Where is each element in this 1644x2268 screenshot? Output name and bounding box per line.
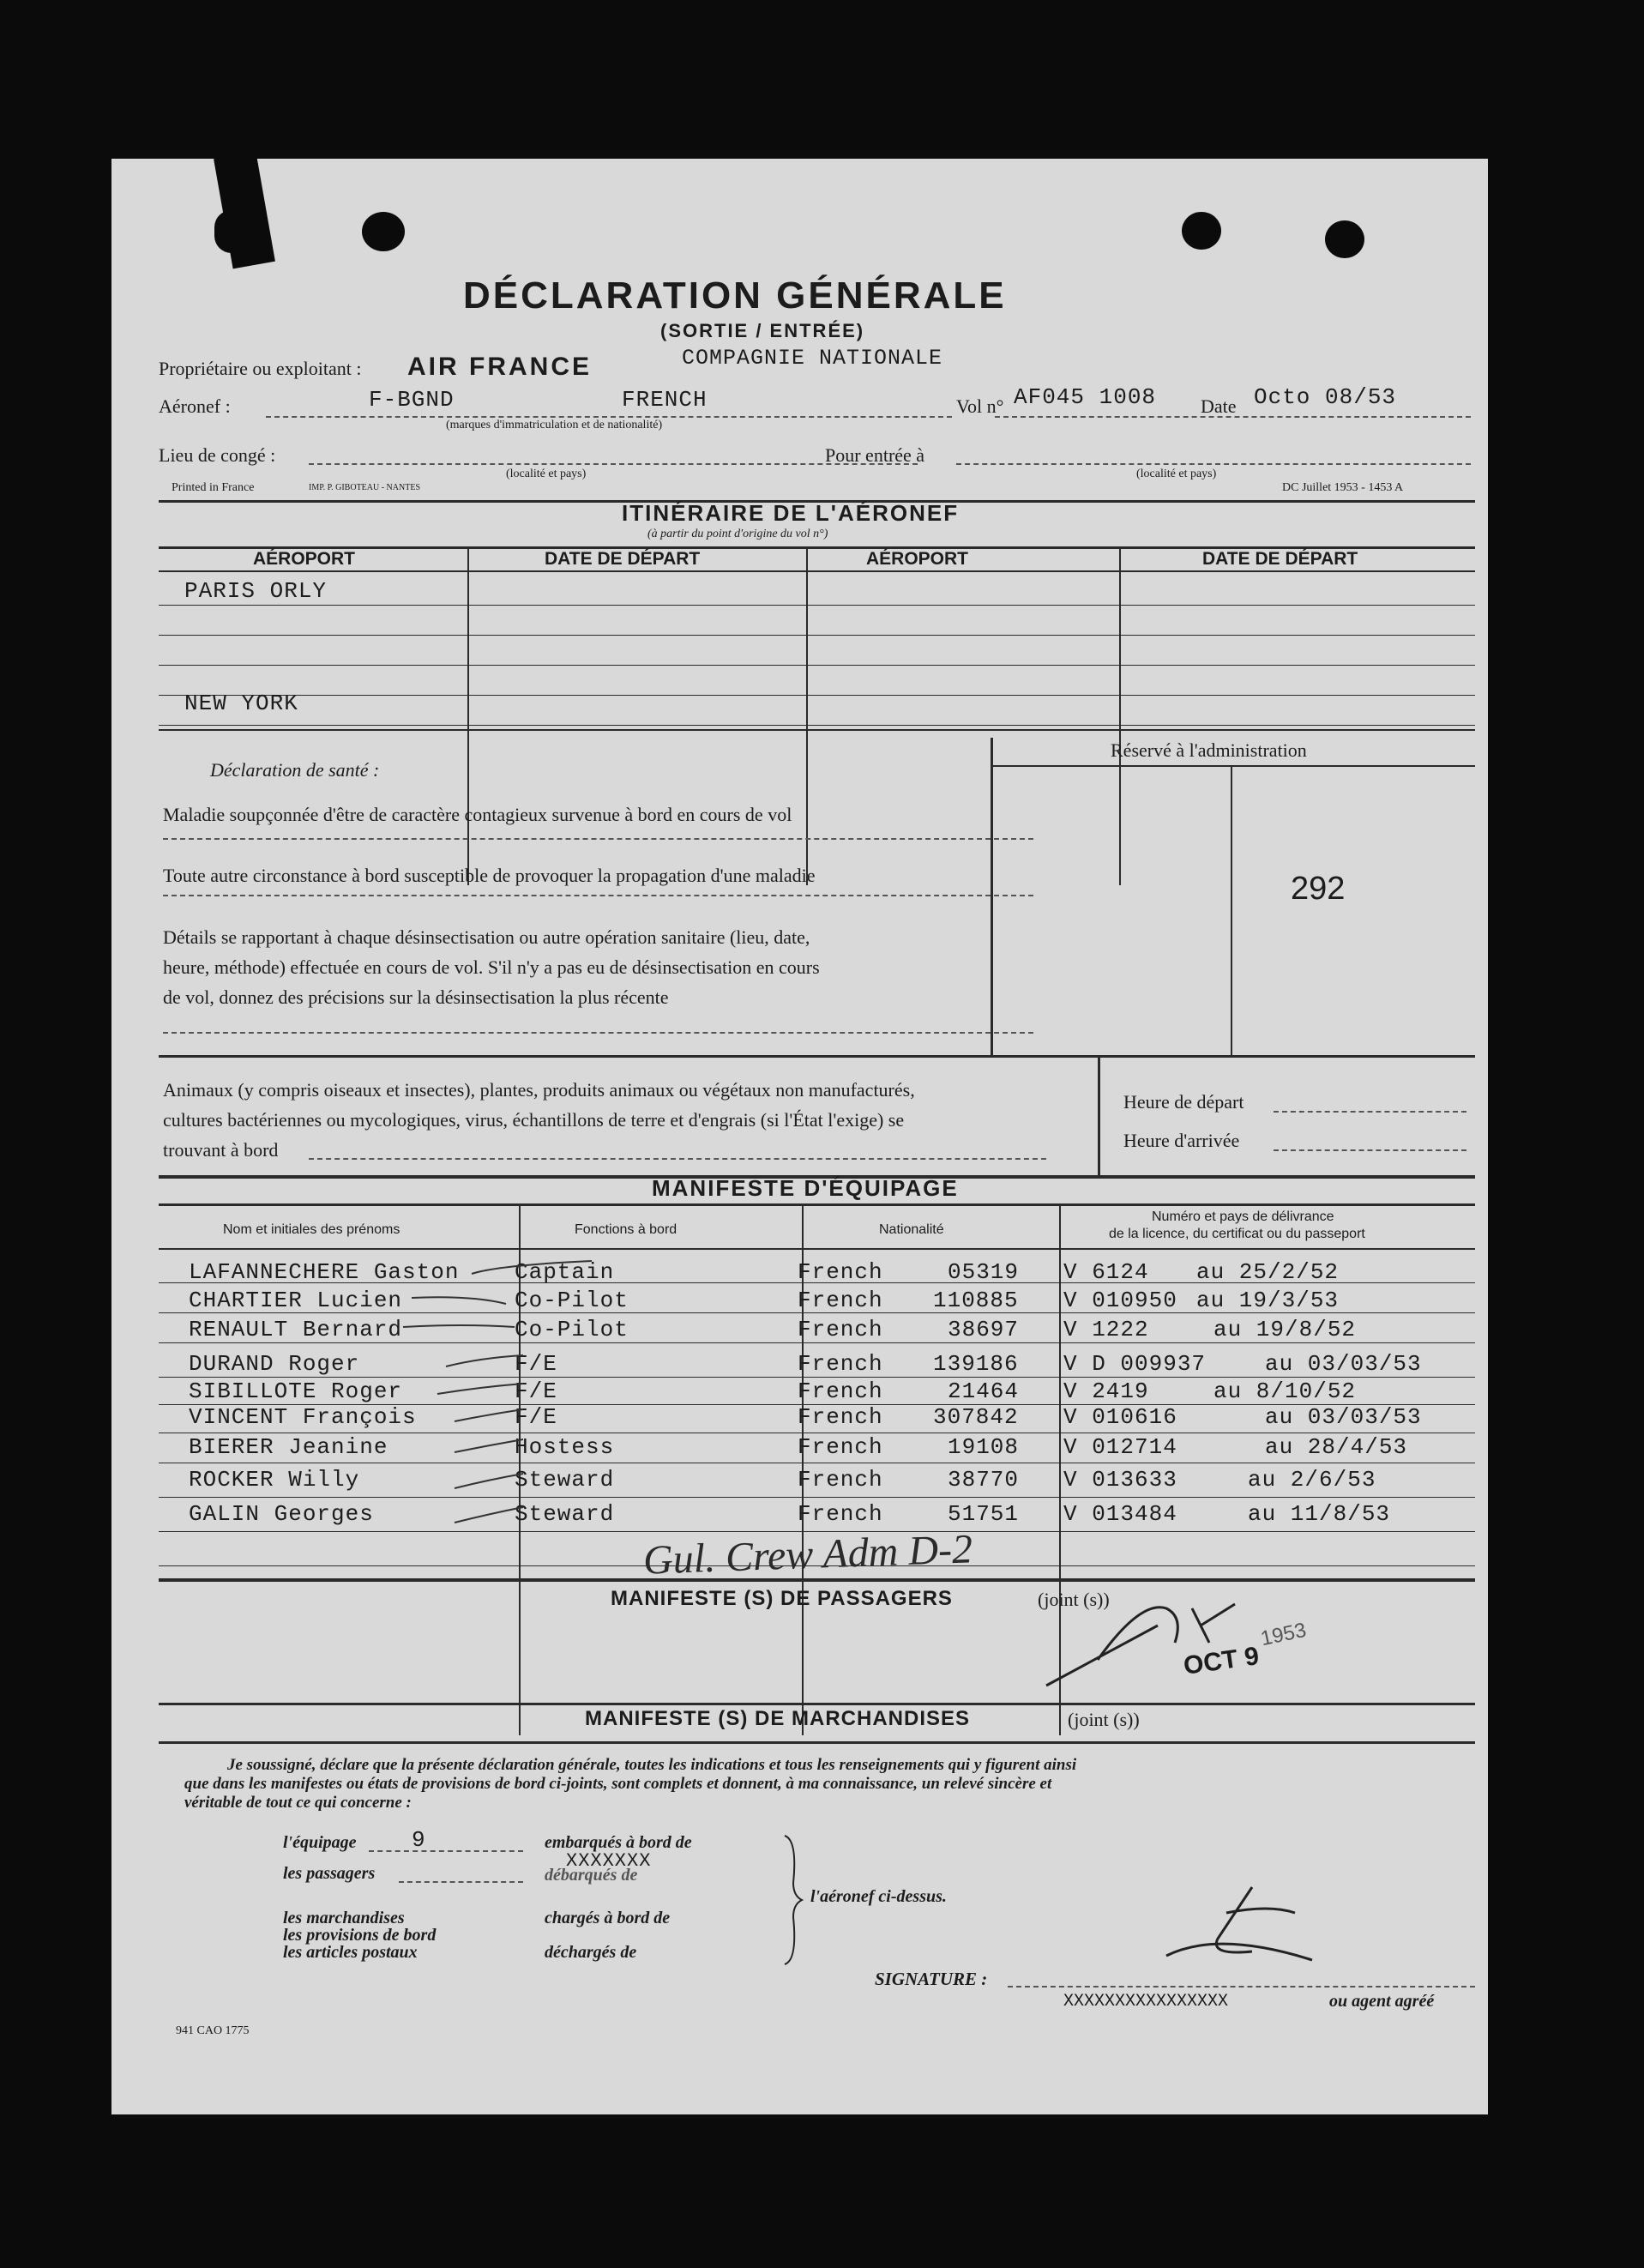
owner-label: Propriétaire ou exploitant :: [159, 358, 362, 379]
crew-count-rule: [369, 1850, 523, 1852]
strikeout-mark: XXXXXXX: [566, 1850, 652, 1872]
crew-count-value: 9: [412, 1827, 426, 1853]
itinerary-airport-destination: NEW YORK: [184, 691, 298, 716]
crew-number: 38770: [948, 1467, 1020, 1493]
loaded-label: chargés à bord de: [545, 1909, 671, 1927]
crew-name: VINCENT François: [189, 1404, 417, 1430]
col-crew-nationality: Nationalité: [879, 1222, 944, 1237]
crew-license: V 010950: [1063, 1288, 1177, 1313]
page-title: DÉCLARATION GÉNÉRALE: [463, 274, 1007, 317]
health-line-2: Toute autre circonstance à bord susceptible de provoquer la propagation d'une maladie: [163, 865, 816, 886]
crew-license: V 012714: [1063, 1434, 1177, 1460]
crew-number: 139186: [933, 1351, 1019, 1377]
goods-count-label: les marchandises: [283, 1909, 405, 1927]
itinerary-subtitle: (à partir du point d'origine du vol n°): [647, 528, 828, 540]
date-value: Octo 08/53: [1254, 384, 1397, 410]
signature-rule: [1008, 1986, 1475, 1988]
date-label: Date: [1201, 395, 1237, 417]
registration-note: (marques d'immatriculation et de nationalité): [446, 419, 663, 431]
passengers-stamp-date: OCT 9: [1182, 1642, 1262, 1680]
crew-number: 307842: [933, 1404, 1019, 1430]
pen-strokes: [111, 159, 1488, 2114]
crew-handwritten-note: Gul. Crew Adm D-2: [642, 1526, 973, 1583]
health-line-1: Maladie soupçonnée d'être de caractère contagieux survenue à bord en cours de vol: [163, 804, 792, 825]
crew-name: ROCKER Willy: [189, 1467, 360, 1493]
postal-label: les articles postaux: [283, 1943, 418, 1962]
signature-icon: [1149, 1879, 1338, 1973]
crew-name: DURAND Roger: [189, 1351, 360, 1377]
col-crew-name: Nom et initiales des prénoms: [223, 1222, 400, 1237]
crew-license: V 010616: [1063, 1404, 1177, 1430]
crew-license: V 013633: [1063, 1467, 1177, 1493]
crew-license-date: au 19/8/52: [1213, 1317, 1357, 1342]
crew-function: F/E: [515, 1404, 557, 1430]
admin-title: Réservé à l'administration: [1111, 739, 1307, 761]
crew-license: V 013484: [1063, 1501, 1177, 1527]
crew-license: V D 009937: [1063, 1351, 1207, 1377]
initial-signature-icon: [1038, 1591, 1261, 1694]
crew-name: CHARTIER Lucien: [189, 1288, 403, 1313]
itinerary-airport-origin: PARIS ORLY: [184, 578, 328, 604]
form-code: 941 CAO 1775: [176, 2024, 250, 2037]
page-subtitle: (SORTIE / ENTRÉE): [660, 320, 865, 341]
aircraft-ref: l'aéronef ci-dessus.: [810, 1887, 947, 1906]
admin-number: 292: [1291, 871, 1346, 907]
passengers-bottom-rule: [159, 1703, 1475, 1705]
crew-nationality: French: [798, 1378, 883, 1404]
crew-number: 19108: [948, 1434, 1020, 1460]
crew-license-date: au 2/6/53: [1248, 1467, 1376, 1493]
crew-bottom-rule: [159, 1578, 1475, 1582]
provisions-label: les provisions de bord: [283, 1926, 437, 1945]
entry-label: Pour entrée à: [825, 444, 925, 466]
crew-license-date: au 8/10/52: [1213, 1378, 1357, 1404]
crew-name: BIERER Jeanine: [189, 1434, 388, 1460]
goods-joint: (joint (s)): [1068, 1709, 1140, 1730]
col-departure-date-2: DATE DE DÉPART: [1202, 549, 1358, 569]
col-crew-license-b: de la licence, du certificat ou du passeport: [1109, 1227, 1365, 1241]
crew-count-label: l'équipage: [283, 1833, 357, 1852]
crew-number: 05319: [948, 1259, 1020, 1285]
printed-in: Printed in France: [172, 481, 255, 494]
crew-name: GALIN Georges: [189, 1501, 374, 1527]
locality-note: (localité et pays): [506, 467, 587, 480]
health-line-3a: Détails se rapportant à chaque désinsectisation ou autre opération sanitaire (lieu, date,: [163, 926, 810, 948]
itinerary-title: ITINÉRAIRE DE L'AÉRONEF: [622, 500, 960, 526]
animals-line-b: cultures bactériennes ou mycologiques, virus, échantillons de terre et d'engrais (si l'État l'exige) se: [163, 1109, 905, 1131]
crew-title: MANIFESTE D'ÉQUIPAGE: [652, 1175, 959, 1201]
crew-number: 110885: [933, 1288, 1019, 1313]
crew-nationality: French: [798, 1317, 883, 1342]
col-departure-date-1: DATE DE DÉPART: [545, 549, 701, 569]
crew-name: SIBILLOTE Roger: [189, 1378, 403, 1404]
brace-icon: [780, 1831, 806, 1969]
col-airport-1: AÉROPORT: [253, 549, 356, 569]
signature-strikeout: XXXXXXXXXXXXXXXX: [1063, 1992, 1229, 2012]
crew-number: 38697: [948, 1317, 1020, 1342]
crew-nationality: French: [798, 1434, 883, 1460]
crew-license-date: au 03/03/53: [1265, 1404, 1422, 1430]
crew-function: Captain: [515, 1259, 615, 1285]
passengers-joint: (joint (s)): [1038, 1589, 1110, 1610]
animals-line-c: trouvant à bord: [163, 1139, 279, 1161]
embarked-label: embarqués à bord de: [545, 1833, 692, 1852]
aircraft-label: Aéronef :: [159, 395, 231, 417]
declaration-sheet: [111, 159, 1488, 2114]
passengers-stamp-year: 1953: [1258, 1618, 1309, 1651]
crew-nationality: French: [798, 1404, 883, 1430]
crew-nationality: French: [798, 1467, 883, 1493]
crew-function: Steward: [515, 1501, 615, 1527]
signature-label: SIGNATURE :: [875, 1969, 988, 1989]
crew-function: Hostess: [515, 1434, 615, 1460]
crew-nationality: French: [798, 1351, 883, 1377]
crew-license-date: au 19/3/53: [1196, 1288, 1340, 1313]
form-ref: DC Juillet 1953 - 1453 A: [1282, 481, 1404, 494]
printer: IMP. P. GIBOTEAU - NANTES: [309, 483, 421, 492]
col-airport-2: AÉROPORT: [866, 549, 969, 569]
declaration-text-b: que dans les manifestes ou états de provisions de bord ci-joints, sont complets et donnent, à ma connaissance, un relevé sincère et: [184, 1775, 1052, 1793]
crew-function: Co-Pilot: [515, 1317, 629, 1342]
crew-nationality: French: [798, 1288, 883, 1313]
owner-suffix: COMPAGNIE NATIONALE: [682, 346, 943, 371]
animals-line-a: Animaux (y compris oiseaux et insectes), plantes, produits animaux ou végétaux non manufacturés,: [163, 1079, 915, 1101]
crew-license-date: au 25/2/52: [1196, 1259, 1340, 1285]
col-crew-license-a: Numéro et pays de délivrance: [1152, 1209, 1334, 1224]
declaration-text-a: Je soussigné, déclare que la présente déclaration générale, toutes les indications et tous les renseignements qui y figurent ainsi: [227, 1756, 1077, 1774]
entry-note: (localité et pays): [1136, 467, 1217, 480]
crew-nationality: French: [798, 1501, 883, 1527]
crew-function: Steward: [515, 1467, 615, 1493]
crew-license: V 1222: [1063, 1317, 1149, 1342]
crew-license: V 6124: [1063, 1259, 1149, 1285]
unloaded-label: déchargés de: [545, 1943, 637, 1962]
flight-value: AF045 1008: [1014, 384, 1157, 410]
aircraft-registration: F-BGND: [369, 387, 455, 413]
passengers-count-label: les passagers: [283, 1864, 376, 1883]
passengers-count-rule: [399, 1881, 523, 1883]
health-line-3c: de vol, donnez des précisions sur la désinsectisation la plus récente: [163, 986, 669, 1008]
crew-number: 21464: [948, 1378, 1020, 1404]
crew-license-date: au 28/4/53: [1265, 1434, 1408, 1460]
health-line-3b: heure, méthode) effectuée en cours de vol. S'il n'y a pas eu de désinsectisation en cours: [163, 956, 820, 978]
declaration-text-c: véritable de tout ce qui concerne :: [184, 1794, 412, 1812]
crew-name: RENAULT Bernard: [189, 1317, 403, 1342]
crew-nationality: French: [798, 1259, 883, 1285]
health-title: Déclaration de santé :: [210, 759, 380, 781]
departure-time-label: Heure de départ: [1123, 1091, 1244, 1113]
arrival-time-label: Heure d'arrivée: [1123, 1130, 1240, 1151]
flight-label: Vol n°: [956, 395, 1004, 417]
authorized-agent-label: ou agent agréé: [1329, 1992, 1435, 2011]
crew-license-date: au 11/8/53: [1248, 1501, 1391, 1527]
col-crew-function: Fonctions à bord: [575, 1222, 677, 1237]
crew-function: Co-Pilot: [515, 1288, 629, 1313]
disembarked-label: débarqués de: [545, 1866, 638, 1885]
aircraft-nationality: FRENCH: [622, 387, 708, 413]
crew-function: F/E: [515, 1351, 557, 1377]
crew-name: LAFANNECHERE Gaston: [189, 1259, 460, 1285]
goods-bottom-rule: [159, 1741, 1475, 1744]
passengers-title: MANIFESTE (S) DE PASSAGERS: [611, 1587, 953, 1610]
goods-title: MANIFESTE (S) DE MARCHANDISES: [585, 1707, 971, 1730]
departure-place-label: Lieu de congé :: [159, 444, 276, 466]
owner-value: AIR FRANCE: [407, 353, 592, 381]
crew-license-date: au 03/03/53: [1265, 1351, 1422, 1377]
crew-number: 51751: [948, 1501, 1020, 1527]
crew-license: V 2419: [1063, 1378, 1149, 1404]
crew-function: F/E: [515, 1378, 557, 1404]
